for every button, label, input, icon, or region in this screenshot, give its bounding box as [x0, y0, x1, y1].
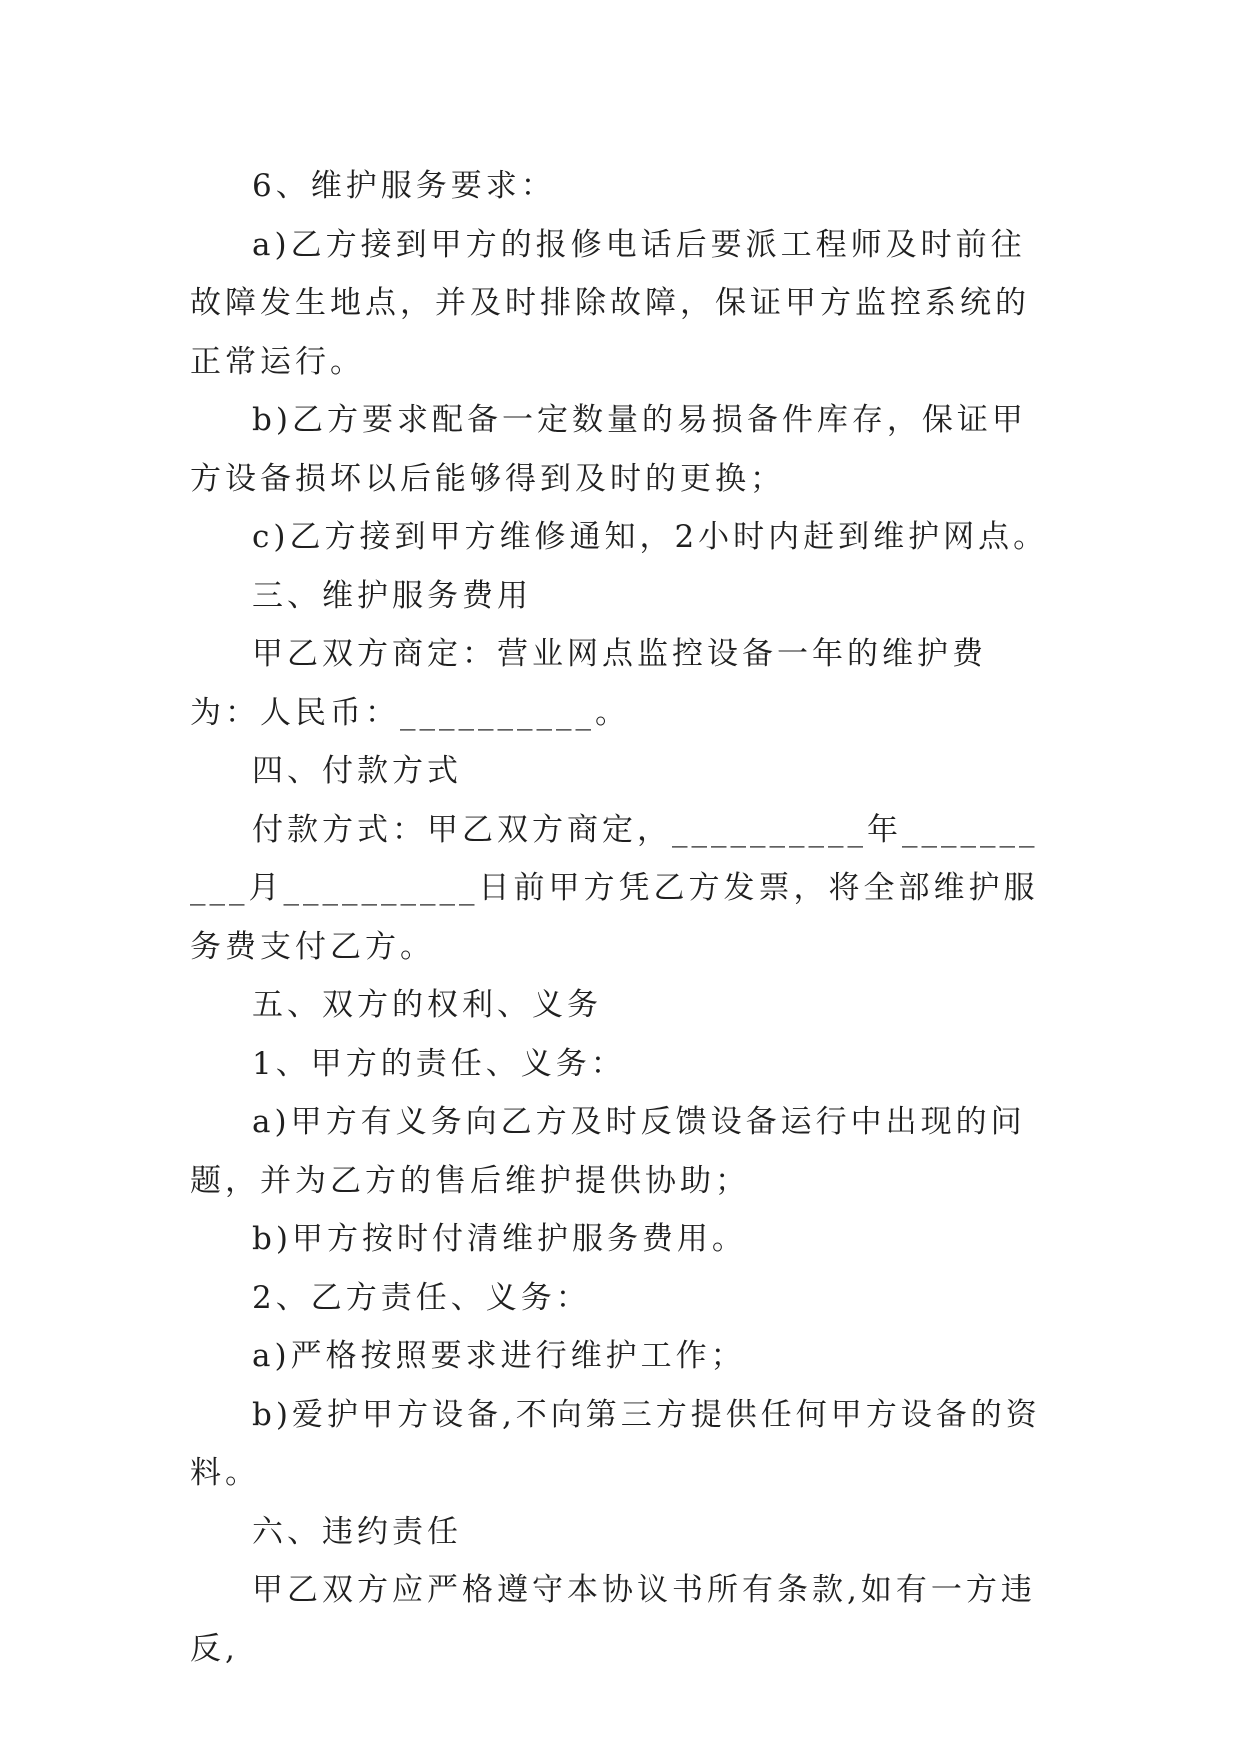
- clause-6-heading: 6、维护服务要求：: [252, 168, 556, 204]
- party-b-duty-b: b)爱护甲方设备,不向第三方提供任何甲方设备的资料。: [190, 1396, 1041, 1491]
- party-b-duties-heading: 2、乙方责任、义务：: [252, 1279, 591, 1316]
- section-6-text: 甲乙双方应严格遵守本协议书所有条款,如有一方违反,: [190, 1572, 1036, 1667]
- section-6-heading: 六、违约责任: [252, 1513, 462, 1550]
- party-a-duty-a: a)甲方有义务向乙方及时反馈设备运行中出现的问题，并为乙方的售后维护提供协助；: [190, 1104, 1026, 1199]
- section-4-payment-text: 付款方式：甲乙双方商定，__________年__________月__________日前甲方凭乙方发票，将全部维护服务费支付乙方。: [190, 811, 1039, 965]
- clause-6c: c)乙方接到甲方维修通知，2小时内赶到维护网点。: [252, 519, 1049, 555]
- section-3-heading: 三、维护服务费用: [252, 577, 532, 614]
- clause-6a: a)乙方接到甲方的报修电话后要派工程师及时前往故障发生地点，并及时排除故障，保证甲方监控系统的正常运行。: [190, 226, 1030, 380]
- section-3-fee-text: 甲乙双方商定：营业网点监控设备一年的维护费为：人民币：__________。: [190, 636, 987, 731]
- party-a-duties-heading: 1、甲方的责任、义务：: [252, 1045, 626, 1082]
- section-4-heading: 四、付款方式: [252, 753, 462, 789]
- section-5-heading: 五、双方的权利、义务: [252, 987, 602, 1023]
- clause-6b: b)乙方要求配备一定数量的易损备件库存，保证甲方设备损坏以后能够得到及时的更换；: [190, 402, 1027, 497]
- document-body: [190, 157, 1050, 1678]
- party-b-duty-a: a)严格按照要求进行维护工作；: [252, 1338, 746, 1374]
- party-a-duty-b: b)甲方按时付清维护服务费用。: [252, 1221, 747, 1257]
